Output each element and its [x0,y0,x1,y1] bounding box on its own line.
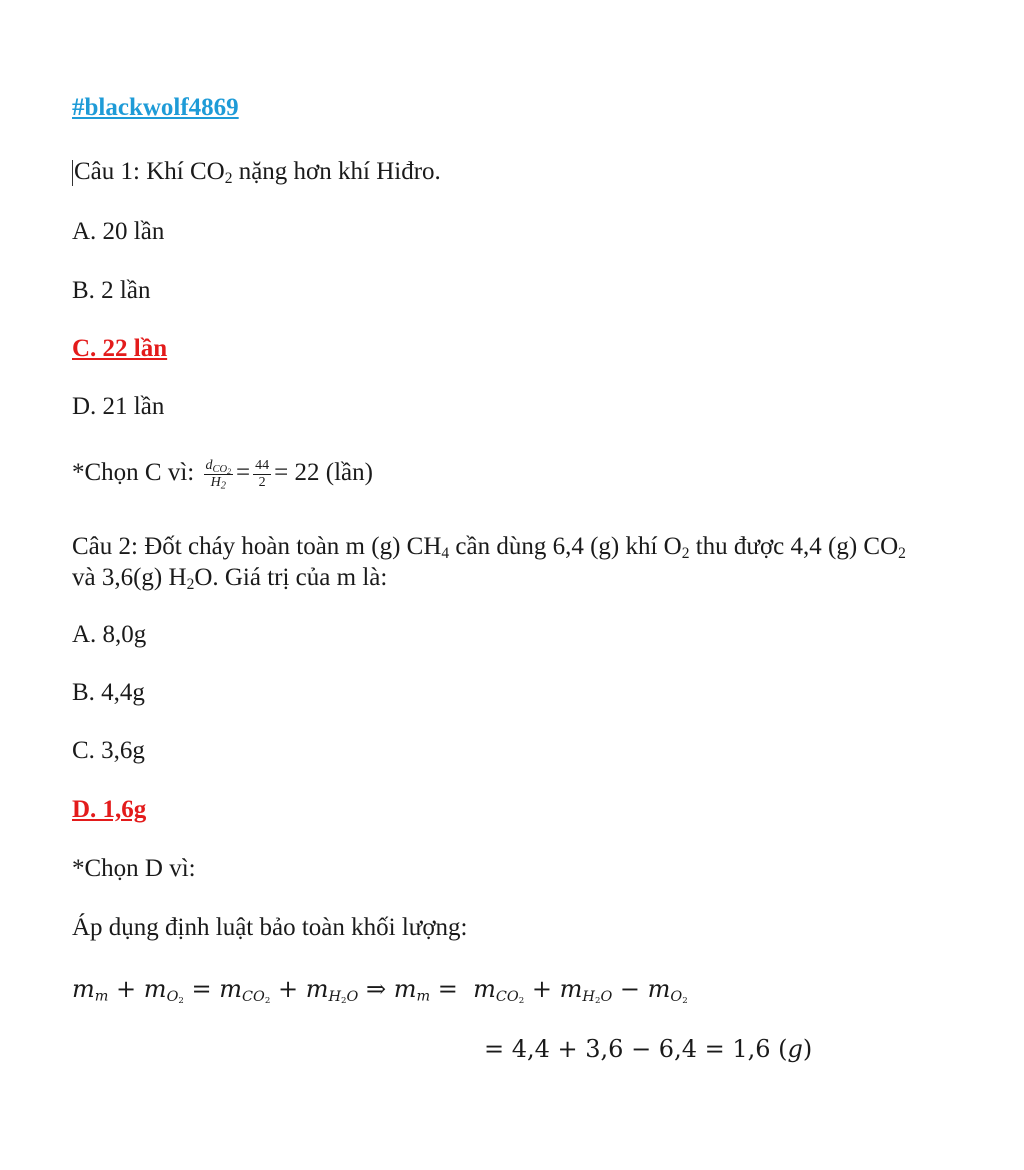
q1-option-c-correct: C. 22 lần [72,335,168,362]
q2-option-d-correct: D. 1,6g [72,796,147,823]
hashtag-line [72,93,239,123]
text-cursor [72,160,73,186]
frac1-den-sub: 2 [220,480,226,492]
q1-option-d: D. 21 lần [72,393,165,420]
frac1-num-sub2: 2 [227,466,232,476]
q2-line2-a: và 3,6(g) H [72,564,187,591]
q2-sub3: 2 [898,544,906,562]
frac1-den: H [210,475,221,490]
q2-line2-b: O. Giá trị của m là: [194,564,388,591]
mass-equation-2: = 4,4 + 3,6 − 6,4 = 1,6 (g) [484,1035,813,1063]
q2-option-b: B. 4,4g [72,679,145,706]
q1-prefix: Câu 1: Khí CO [74,158,225,185]
q2-line2-sub: 2 [186,575,195,593]
q2-option-a: A. 8,0g [72,621,147,648]
q1-option-b: B. 2 lần [72,277,151,304]
question-1-text [72,157,441,187]
conservation-law-text: Áp dụng định luật bảo toàn khối lượng: [72,914,468,941]
q2-line1-b: cần dùng 6,4 (g) khí O [449,533,682,560]
question-2-line-2 [72,563,387,593]
question-2-line-1 [72,532,906,562]
frac1-num: d [205,458,213,473]
q1-option-a: A. 20 lần [72,218,165,245]
q2-sub1: 4 [441,544,450,562]
frac1-num-sub: CO [212,463,228,475]
q2-line1-a: Câu 2: Đốt cháy hoàn toàn m (g) CH [72,533,442,560]
frac2-num: 44 [255,458,270,473]
q2-explanation: *Chọn D vì: [72,855,196,882]
q1-explain-prefix: *Chọn C vì: [72,459,195,487]
q1-result: = 22 (lần) [274,459,373,487]
equals-sign: = [236,459,251,487]
mass-equation-1: $m_m + m_{O_2} = m_{CO_2} + m_{H_2O}$ ⇒ $m_m = m_{CO_2} + m_{H_2O} - m_{O_2}$ [72,975,688,1006]
q1-sub: 2 [224,169,233,187]
value-fraction [253,458,271,491]
q2-sub2: 2 [681,544,690,562]
q2-option-c: C. 3,6g [72,737,145,764]
q1-suffix: nặng hơn khí Hiđro. [232,158,441,185]
frac2-den: 2 [258,475,266,490]
density-fraction [204,458,234,491]
q1-explanation [72,458,373,491]
q2-line1-c: thu được 4,4 (g) CO [689,533,899,560]
hashtag-link[interactable]: #blackwolf4869 [72,94,239,121]
